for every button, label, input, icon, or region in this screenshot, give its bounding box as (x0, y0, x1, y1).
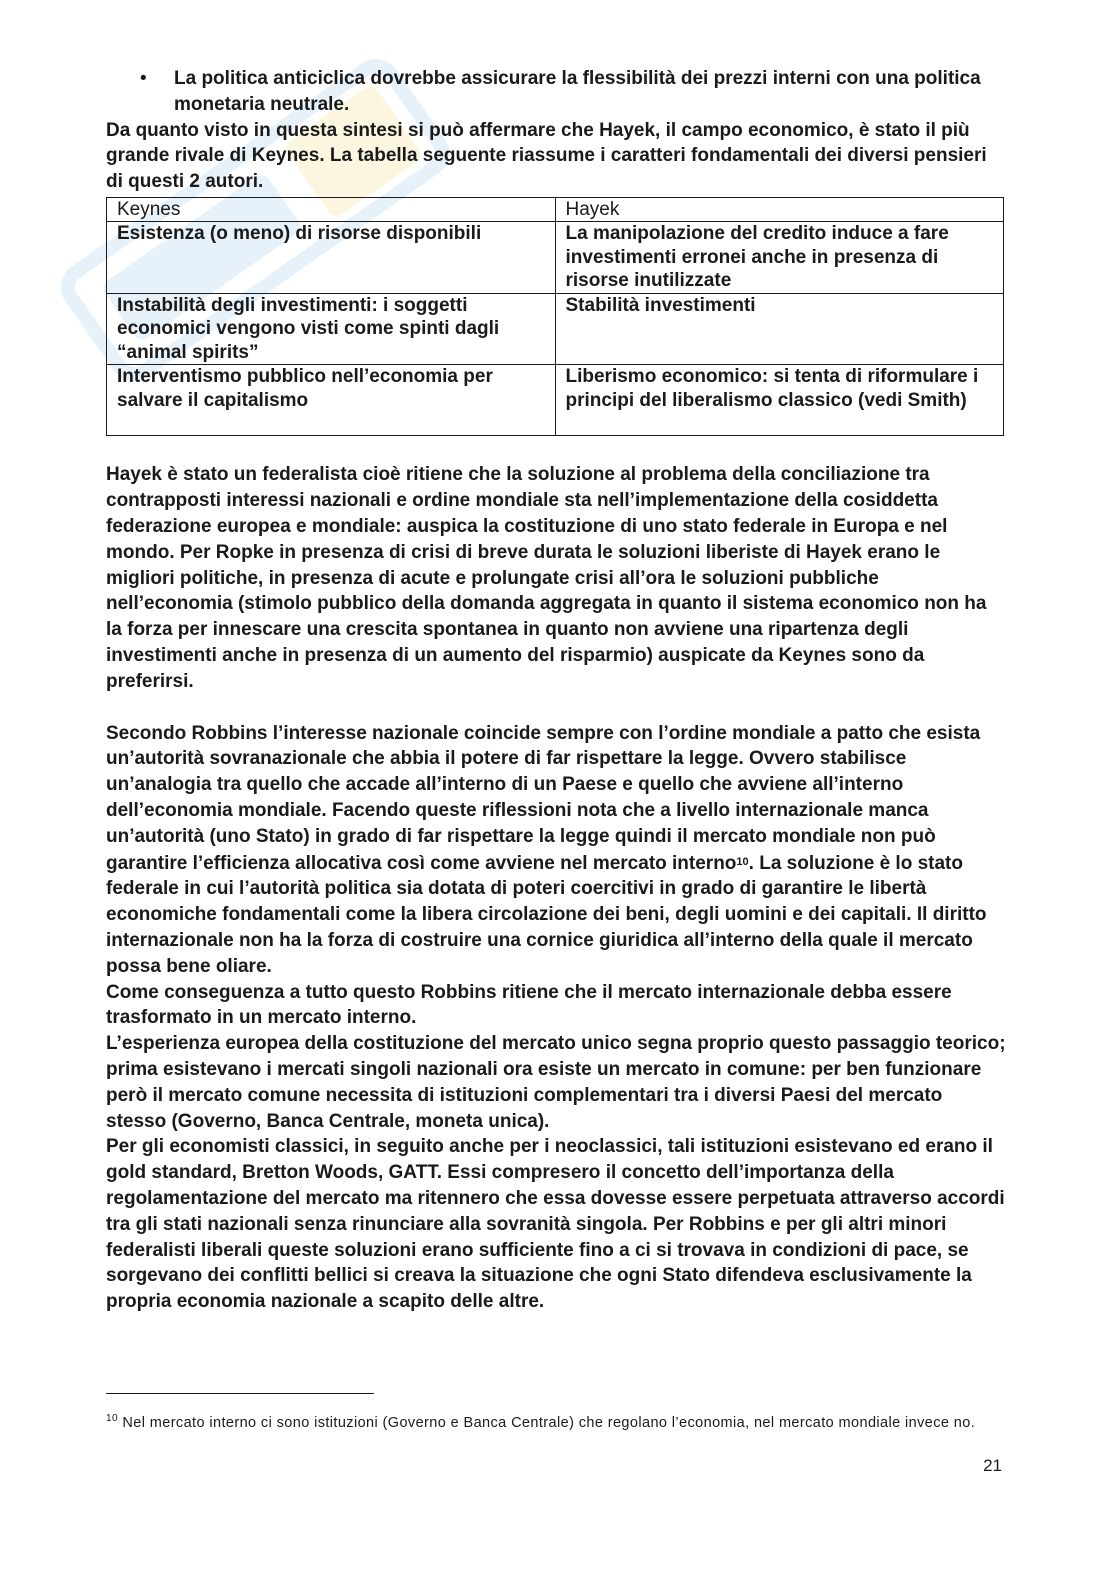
paragraph-classical: Per gli economisti classici, in seguito anche per i neoclassici, tali istituzioni esistevano ed erano il gold standard, Bretton Woods, GATT. Essi compresero il concetto dell’importanza della regolamentazione del mercato ma ritennero che essa dovesse essere perpetuata attraverso accordi tra gli stati nazionali senza rinunciare alla sovranità singola. Per Robbins e per gli altri minori federalisti liberali queste soluzioni erano sufficiente fino a ci si trovava in condizioni di pace, se sorgevano dei conflitti bellici si creava la situazione che ogni Stato difendeva esclusivamente la propria economia nazionale a scapito delle altre. (106, 1136, 1005, 1313)
cell-hayek: Stabilità investimenti (555, 293, 1004, 365)
main-text (106, 66, 1006, 1315)
cell-keynes: Esistenza (o meno) di risorse disponibili (107, 222, 556, 294)
cell-keynes: Instabilità degli investimenti: i soggetti economici vengono visti come spinti dagli “animal spirits” (107, 293, 556, 365)
comparison-table (106, 197, 1004, 437)
footnote-number: 10 (106, 1413, 118, 1424)
table-header-row (107, 197, 1004, 222)
footnote-text: Nel mercato interno ci sono istituzioni (Governo e Banca Centrale) che regolano l’economia, nel mercato mondiale invece no. (117, 1415, 976, 1431)
intro-paragraph: Da quanto visto in questa sintesi si può affermare che Hayek, il campo economico, è stato il più grande rivale di Keynes. La tabella seguente riassume i caratteri fondamentali dei diversi pensieri di questi 2 autori. (106, 119, 987, 193)
footnote (106, 1407, 1006, 1435)
table-row (107, 222, 1004, 294)
footnote-reference: 10 (736, 855, 749, 868)
header-keynes: Keynes (107, 197, 556, 222)
cell-hayek: Liberismo economico: si tenta di riformulare i principi del liberalismo classico (vedi Smith) (555, 365, 1004, 436)
paragraph-federalist: Hayek è stato un federalista cioè ritiene che la soluzione al problema della conciliazione tra contrapposti interessi nazionali e ordine mondiale sta nell’implementazione della cosiddetta federazione europea e mondiale: auspica la costituzione di uno stato federale in Europa e nel mondo. Per Ropke in presenza di crisi di breve durata le soluzioni liberiste di Hayek erano le migliori politiche, in presenza di acute e prolungate crisi all’ora le soluzioni pubbliche nell’economia (stimolo pubblico della domanda aggregata in quanto il sistema economico non ha la forza per innescare una crescita spontanea in quanto non avviene una ripartenza degli investimenti anche in presenza di un aumento del risparmio) auspicate da Keynes sono da preferirsi. (106, 464, 987, 692)
paragraph-robbins (106, 721, 1006, 980)
table-row (107, 293, 1004, 365)
paragraph-robbins-part2: . La soluzione è lo stato federale in cui l’autorità politica sia dotata di poteri coercitivi in grado di garantire le libertà economiche fondamentali come la libera circolazione dei beni, degli uomini e dei capitali. Il diritto internazionale non ha la forza di costruire una cornice giuridica all’interno della quale il mercato possa bene oliare. (106, 852, 987, 977)
bullet-list (106, 66, 1006, 118)
paragraph-european: L’esperienza europea della costituzione del mercato unico segna proprio questo passaggio teorico; prima esistevano i mercati singoli nazionali ora esiste un mercato in comune: per ben funzionare però il mercato comune necessita di istituzioni complementari tra i diversi Paesi del mercato stesso (Governo, Banca Centrale, moneta unica). (106, 1033, 1006, 1132)
bullet-item: • La politica anticiclica dovrebbe assicurare la flessibilità dei prezzi interni con una politica monetaria neutrale. (106, 66, 1006, 118)
paragraph-robbins-part1: Secondo Robbins l’interesse nazionale coincide sempre con l’ordine mondiale a patto che esista un’autorità sovranazionale che abbia il potere di far rispettare la legge. Ovvero stabilisce un’analogia tra quello che accade all’interno di un Paese e quello che avviene all’interno dell’economia mondiale. Facendo queste riflessioni nota che a livello internazionale manca un’autorità (uno Stato) in grado di far rispettare la legge quindi il mercato mondiale non può garantire l’efficienza allocativa così come avviene nel mercato interno (106, 722, 981, 874)
cell-keynes: Interventismo pubblico nell’economia per salvare il capitalismo (107, 365, 556, 436)
cell-hayek: La manipolazione del credito induce a fare investimenti erronei anche in presenza di risorse inutilizzate (555, 222, 1004, 294)
page-number: 21 (983, 1456, 1002, 1475)
table-row (107, 365, 1004, 436)
paragraph-consequence: Come conseguenza a tutto questo Robbins ritiene che il mercato internazionale debba essere trasformato in un mercato interno. (106, 981, 952, 1029)
footnote-divider (106, 1393, 374, 1394)
header-hayek: Hayek (555, 197, 1004, 222)
